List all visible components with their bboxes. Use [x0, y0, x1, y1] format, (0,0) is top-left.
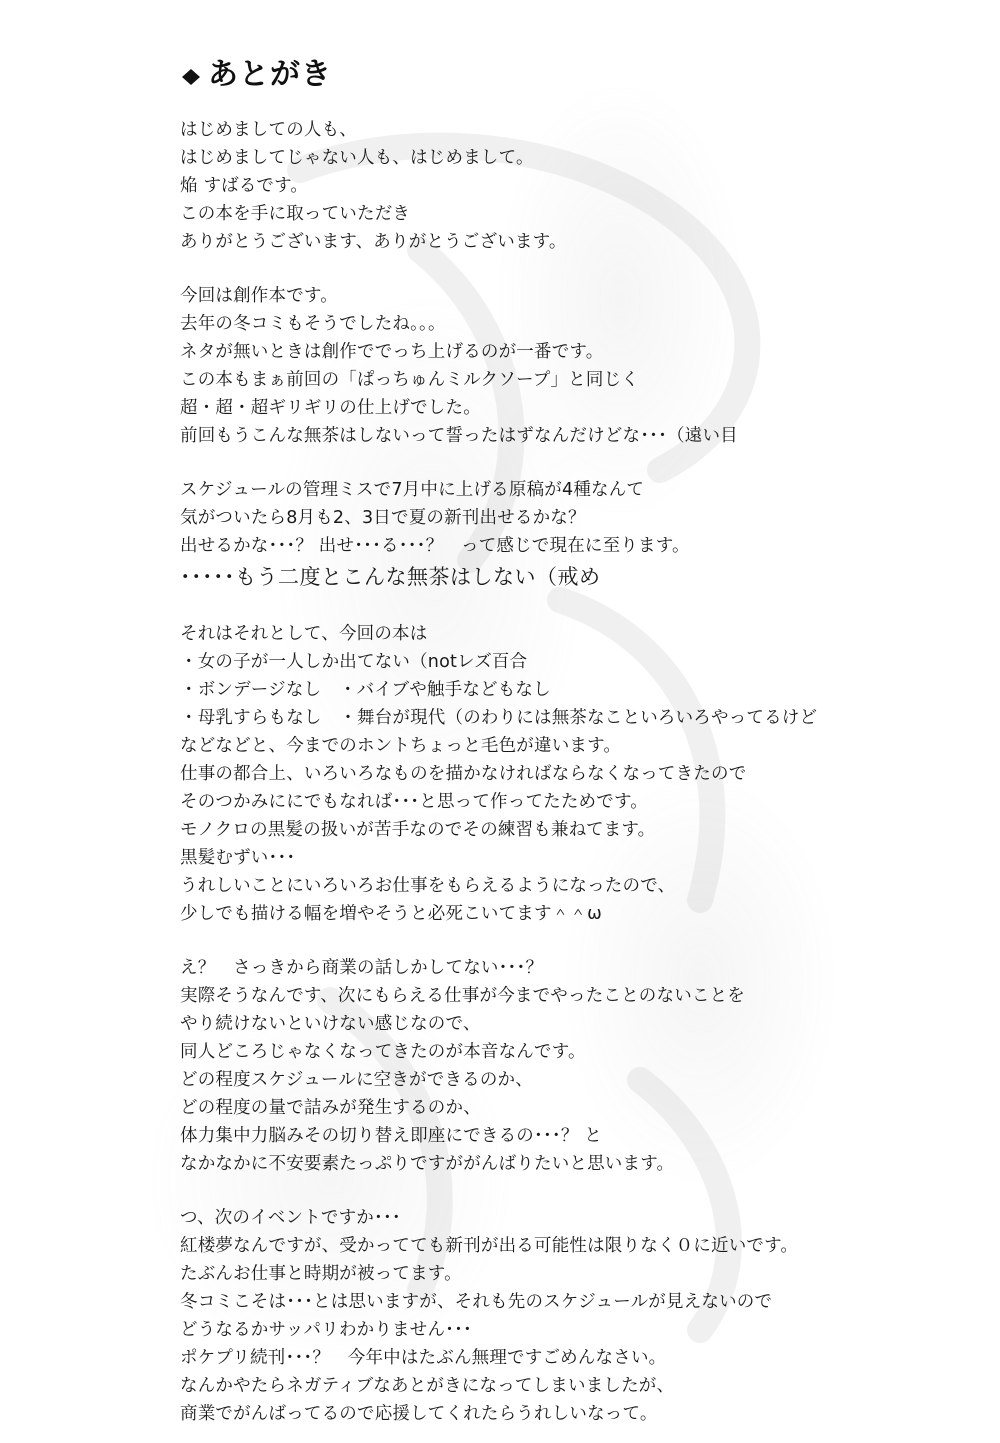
paragraph-schedule — [180, 476, 900, 594]
text-line: ありがとうございます、ありがとうございます。 — [180, 232, 567, 252]
text-line: 前回もうこんな無茶はしないって誓ったはずなんだけどな･･･（遠い目 — [180, 426, 738, 446]
text-line: ・母乳すらもなし ・舞台が現代（のわりには無茶なこといろいろやってるけど — [180, 708, 818, 728]
text-line: 紅楼夢なんですが、受かってても新刊が出る可能性は限りなく０に近いです。 — [180, 1236, 799, 1256]
paragraph-greeting — [180, 116, 900, 256]
text-line: ・女の子が一人しか出てない（notレズ百合 — [180, 652, 528, 672]
text-line: どうなるかサッパリわかりません･･･ — [180, 1320, 472, 1340]
text-line: 体力集中力脳みその切り替え即座にできるの･･･？ と — [180, 1126, 603, 1146]
text-line: どの程度の量で詰みが発生するのか、 — [180, 1098, 481, 1118]
text-line: 実際そうなんです、次にもらえる仕事が今までやったことのないことを — [180, 986, 745, 1006]
text-line: なんかやたらネガティブなあとがきになってしまいましたが、 — [180, 1376, 675, 1396]
text-line: この本もまぁ前回の「ぱっちゅんミルクソープ」と同じく — [180, 370, 639, 390]
text-line: それはそれとして、今回の本は — [180, 624, 428, 644]
text-line: 出せるかな･･･？ 出せ･･･る･･･？ って感じで現在に至ります。 — [180, 536, 690, 556]
text-line: え？ さっきから商業の話しかしてない･･･？ — [180, 958, 544, 978]
text-line-emphasis: ･････もう二度とこんな無茶はしない（戒め — [180, 565, 601, 589]
text-line: つ、次のイベントですか･･･ — [180, 1208, 401, 1228]
text-line: 仕事の都合上、いろいろなものを描かなければならなくなってきたので — [180, 764, 747, 784]
paragraph-contents — [180, 620, 900, 928]
text-line: 冬コミこそは･･･とは思いますが、それも先のスケジュールが見えないので — [180, 1292, 773, 1312]
text-line: ・ボンデージなし ・バイブや触手などもなし — [180, 680, 551, 700]
text-line: 同人どころじゃなくなってきたのが本音なんです。 — [180, 1042, 586, 1062]
text-line: などなどと、今までのホントちょっと毛色が違います。 — [180, 736, 622, 756]
text-line: モノクロの黒髪の扱いが苦手なのでその練習も兼ねてます。 — [180, 820, 656, 840]
text-line: どの程度スケジュールに空きができるのか、 — [180, 1070, 533, 1090]
paragraph-commercial — [180, 954, 900, 1178]
text-line: 少しでも描ける幅を増やそうと必死こいてます＾＾ω — [180, 904, 602, 924]
text-line: 超・超・超ギリギリの仕上げでした。 — [180, 398, 481, 418]
text-line: はじめましての人も、 — [180, 120, 357, 140]
diamond-icon — [180, 66, 202, 88]
text-line: そのつかみににでもなれば･･･と思って作ってたためです。 — [180, 792, 648, 812]
text-line: ネタが無いときは創作ででっち上げるのが一番です。 — [180, 342, 604, 362]
afterword-content — [180, 57, 900, 1428]
text-line: 気がついたら8月も2、3日で夏の新刊出せるかな？ — [180, 508, 586, 528]
text-line: はじめましてじゃない人も、はじめまして。 — [180, 148, 534, 168]
text-line: 今回は創作本です。 — [180, 286, 338, 306]
text-line: やり続けないといけない感じなので、 — [180, 1014, 481, 1034]
page-title — [180, 57, 900, 92]
paragraph-next-event — [180, 1204, 900, 1428]
text-line: うれしいことにいろいろお仕事をもらえるようになったので、 — [180, 876, 676, 896]
text-line: たぶんお仕事と時期が被ってます。 — [180, 1264, 462, 1284]
text-line: 去年の冬コミもそうでしたね。。。 — [180, 314, 446, 334]
page-title-text: あとがき — [208, 57, 332, 92]
text-line: なかなかに不安要素たっぷりですががんばりたいと思います。 — [180, 1154, 675, 1174]
text-line: スケジュールの管理ミスで7月中に上げる原稿が4種なんて — [180, 480, 645, 500]
paragraph-about-book — [180, 282, 900, 450]
text-line: 黒髪むずい･･･ — [180, 848, 296, 868]
text-line: 焔 すばるです。 — [180, 176, 309, 196]
text-line: 商業でがんばってるので応援してくれたらうれしいなって。 — [180, 1404, 658, 1424]
text-line: この本を手に取っていただき — [180, 204, 411, 224]
text-line: ポケプリ続刊･･･？ 今年中はたぶん無理ですごめんなさい。 — [180, 1348, 667, 1368]
